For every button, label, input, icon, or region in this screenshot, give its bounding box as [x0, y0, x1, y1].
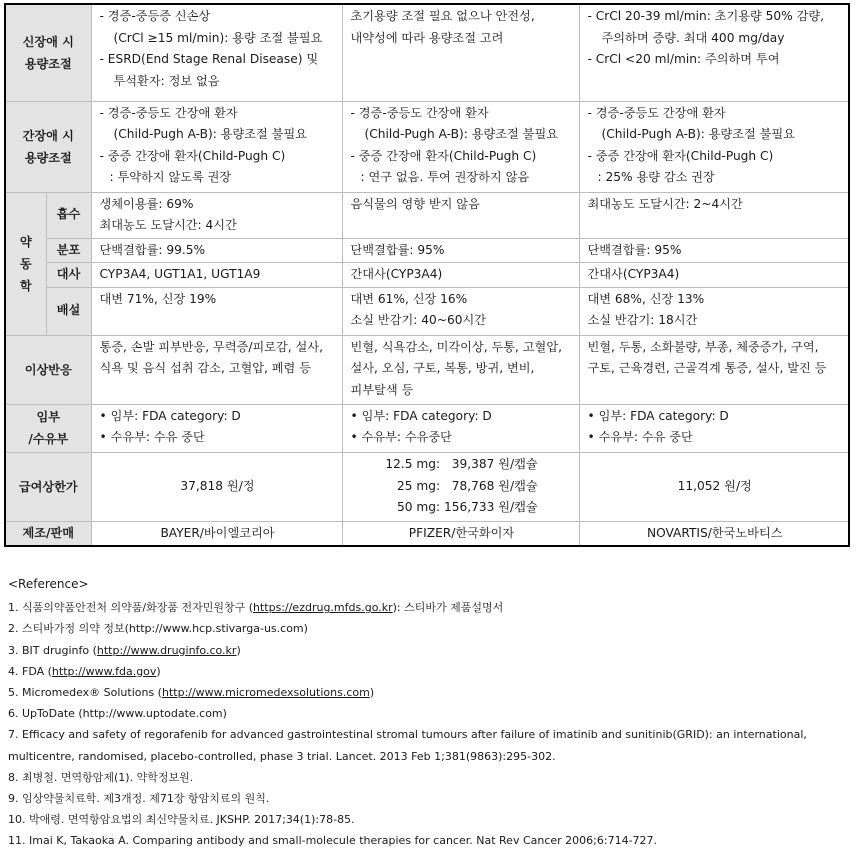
metabolism-col1: CYP3A4, UGT1A1, UGT1A9 — [91, 263, 342, 288]
pk-absorption-row — [5, 192, 849, 238]
reference-text: ) — [369, 686, 375, 700]
reference-items — [8, 597, 853, 851]
adverse-effects-col1: 통증, 손발 피부반응, 무력증/피로감, 설사, 식욕 및 음식 섭취 감소, 고혈압, 폐렴 등 — [91, 335, 342, 404]
hepatic-dose-col2 — [342, 101, 579, 192]
drug-comparison-table — [4, 3, 850, 547]
hepatic-dose-label — [5, 101, 91, 192]
text-line: • 임부: FDA category: D — [587, 408, 729, 423]
adverse-effects-row — [5, 335, 849, 404]
metabolism-col3: 간대사(CYP3A4) — [579, 263, 849, 288]
excretion-col2 — [342, 287, 579, 335]
reference-item — [8, 830, 853, 851]
renal-label-line2: 용량조절 — [24, 56, 72, 71]
text-line: 생체이용률: 69% — [99, 196, 194, 211]
distribution-col3: 단백결합률: 95% — [579, 238, 849, 263]
text-line: 소실 반감기: 40~60시간 — [350, 313, 486, 327]
metabolism-col2: 간대사(CYP3A4) — [342, 263, 579, 288]
maker-label: 제조/판매 — [5, 521, 91, 546]
reference-item — [8, 682, 853, 703]
text-line: - CrCl 20-39 ml/min: 초기용량 50% 감량, — [587, 9, 825, 23]
pregnancy-label — [5, 404, 91, 452]
text-line: 투석환자: 정보 없음 — [113, 73, 220, 88]
pk-metabolism-row — [5, 263, 849, 288]
hepatic-dose-col3 — [579, 101, 849, 192]
reference-text: 10. 박애령. 면역항암요법의 최신약물치료. JKSHP. 2017;34(1):78-85. — [8, 813, 355, 827]
absorption-col1 — [91, 192, 342, 238]
maker-col2: PFIZER/한국화이자 — [342, 521, 579, 546]
reference-text: 2. 스티바가정 의약 정보(http://www.hcp.stivarga-us.com) — [8, 622, 308, 636]
text-line: 대변 71%, 신장 19% — [99, 291, 217, 306]
reference-text: 1. 식품의약품안전처 의약품/화장품 전자민원창구 ( — [8, 601, 253, 615]
text-line: : 투약하지 않도록 권장 — [109, 170, 232, 184]
text-line: 소실 반감기: 18시간 — [587, 313, 698, 327]
renal-dose-col1 — [91, 4, 342, 101]
reference-text: 9. 임상약물치료학. 제3개정. 제71장 항암치료의 원칙. — [8, 792, 270, 806]
text-line: - ESRD(End Stage Renal Disease) 및 — [99, 52, 319, 66]
text-line: (Child-Pugh A-B): 용량조절 불필요 — [601, 127, 796, 141]
reference-link[interactable]: http://www.micromedexsolutions.com — [161, 686, 370, 700]
renal-dose-label — [5, 4, 91, 101]
text-line: - 경증-중등도 간장애 환자 — [99, 105, 238, 120]
text-line: • 수유부: 수유 중단 — [99, 430, 205, 444]
price-col1: 37,818 원/정 — [91, 452, 342, 521]
excretion-col3 — [579, 287, 849, 335]
reference-text: ): 스티바가 제품설명서 — [392, 601, 504, 615]
reference-link[interactable]: http://www.fda.gov — [51, 664, 157, 678]
text-line: - CrCl <20 ml/min: 주의하며 투여 — [587, 52, 780, 66]
absorption-label: 흡수 — [46, 192, 91, 238]
text-line: : 25% 용량 감소 권장 — [597, 170, 715, 184]
reference-item — [8, 661, 853, 682]
reference-item — [8, 597, 853, 618]
distribution-label: 분포 — [46, 238, 91, 263]
reference-item — [8, 724, 853, 766]
pregnancy-col1 — [91, 404, 342, 452]
hepatic-label-line2: 용량조절 — [24, 150, 72, 165]
distribution-col2: 단백결합률: 95% — [342, 238, 579, 263]
pregnancy-row — [5, 404, 849, 452]
price-row — [5, 452, 849, 521]
text-line: - 경증-중등도 간장애 환자 — [587, 105, 726, 120]
pk-label-char: 학 — [19, 278, 32, 293]
text-line: - 중증 간장애 환자(Child-Pugh C) — [350, 148, 537, 163]
pregnancy-label-line1: 임부 — [36, 410, 61, 424]
text-line: • 임부: FDA category: D — [99, 408, 241, 423]
price-line: 12.5 mg: 39,387 원/캡슐 — [385, 457, 538, 472]
adverse-effects-label: 이상반응 — [5, 335, 91, 404]
reference-text: 4. FDA ( — [8, 664, 52, 678]
renal-label-line1: 신장애 시 — [22, 34, 74, 49]
absorption-col2 — [342, 192, 579, 238]
text-line: (CrCl ≥15 ml/min): 용량 조절 불필요 — [113, 30, 323, 45]
price-label: 급여상한가 — [5, 452, 91, 521]
hepatic-label-line1: 간장애 시 — [22, 128, 74, 143]
text-line: • 수유부: 수유중단 — [350, 430, 452, 444]
price-col2 — [342, 452, 579, 521]
pk-distribution-row — [5, 238, 849, 263]
text-line: 대변 61%, 신장 16% — [350, 291, 468, 306]
text-line: • 임부: FDA category: D — [350, 408, 492, 423]
text-line: 최대농도 도달시간: 4시간 — [99, 218, 237, 232]
text-line: (Child-Pugh A-B): 용량조절 불필요 — [364, 127, 559, 141]
text-line: - 경증-중등증 신손상 — [99, 9, 211, 23]
pregnancy-label-line2: /수유부 — [28, 432, 69, 446]
pharmacokinetics-label — [5, 192, 46, 335]
price-list — [385, 454, 537, 519]
reference-item — [8, 809, 853, 830]
reference-text: 5. Micromedex® Solutions ( — [8, 686, 162, 700]
distribution-col1: 단백결합률: 99.5% — [91, 238, 342, 263]
adverse-effects-col3: 빈혈, 두통, 소화불량, 부종, 체중증가, 구역, 구토, 근육경련, 근골격계 통증, 설사, 발진 등 — [579, 335, 849, 404]
metabolism-label: 대사 — [46, 263, 91, 288]
reference-list — [8, 574, 853, 852]
pk-label-char: 동 — [19, 256, 32, 271]
hepatic-dose-row — [5, 101, 849, 192]
reference-text: ) — [156, 664, 161, 678]
reference-item — [8, 618, 853, 639]
text-line: - 경증-중등도 간장애 환자 — [350, 105, 489, 120]
excretion-col1 — [91, 287, 342, 335]
price-line: 25 mg: 78,768 원/캡슐 — [396, 478, 538, 493]
maker-row — [5, 521, 849, 546]
reference-text: 11. Imai K, Takaoka A. Comparing antibody and small-molecule therapies for cancer. Nat Rev Cancer 2006;6:714-727. — [8, 834, 658, 848]
text-line: • 수유부: 수유 중단 — [587, 430, 693, 444]
adverse-effects-col2: 빈혈, 식욕감소, 미각이상, 두통, 고혈압, 설사, 오심, 구토, 복통, 방귀, 변비, 피부탈색 등 — [342, 335, 579, 404]
renal-dose-col2 — [342, 4, 579, 101]
text-line: 주의하며 증량. 최대 400 mg/day — [601, 30, 785, 45]
renal-dose-col3 — [579, 4, 849, 101]
reference-item — [8, 703, 853, 724]
reference-text: 6. UpToDate (http://www.uptodate.com) — [8, 707, 227, 721]
price-col3: 11,052 원/정 — [579, 452, 849, 521]
text-line: 대변 68%, 신장 13% — [587, 291, 705, 306]
text-line: 내약성에 따라 용량조절 고려 — [350, 30, 504, 45]
pk-label-char: 약 — [19, 234, 32, 249]
reference-item — [8, 640, 853, 661]
price-line: 50 mg: 156,733 원/캡슐 — [396, 500, 538, 515]
reference-link[interactable]: https://ezdrug.mfds.go.kr — [253, 601, 393, 615]
reference-text: ) — [236, 643, 241, 657]
text-line: 최대농도 도달시간: 2~4시간 — [587, 196, 743, 211]
reference-text: 3. BIT druginfo ( — [8, 643, 97, 657]
text-line: : 연구 없음. 투여 권장하지 않음 — [360, 170, 530, 184]
pregnancy-col3 — [579, 404, 849, 452]
reference-text: 8. 최병철. 면역항암제(1). 약학정보원. — [8, 770, 194, 784]
hepatic-dose-col1 — [91, 101, 342, 192]
pregnancy-col2 — [342, 404, 579, 452]
reference-item — [8, 767, 853, 788]
text-line: 음식물의 영향 받지 않음 — [350, 196, 480, 211]
text-line: 초기용량 조절 필요 없으나 안전성, — [350, 9, 535, 23]
reference-text: 7. Efficacy and safety of regorafenib for advanced gastrointestinal stromal tumours after failure of imatinib and sunitinib(GRID): an international, multicentre, randomised, placebo-controlled, phase 3 trial. Lancet. 2013 Feb 1;381(9863):295-302. — [8, 728, 807, 763]
reference-item — [8, 788, 853, 809]
text-line: - 중증 간장애 환자(Child-Pugh C) — [99, 148, 286, 163]
reference-link[interactable]: http://www.druginfo.co.kr — [96, 643, 237, 657]
maker-col3: NOVARTIS/한국노바티스 — [579, 521, 849, 546]
renal-dose-row — [5, 4, 849, 101]
text-line: - 중증 간장애 환자(Child-Pugh C) — [587, 148, 774, 163]
pk-excretion-row — [5, 287, 849, 335]
reference-title: <Reference> — [8, 577, 89, 591]
absorption-col3 — [579, 192, 849, 238]
excretion-label: 배설 — [46, 287, 91, 335]
text-line: (Child-Pugh A-B): 용량조절 불필요 — [113, 127, 308, 141]
maker-col1: BAYER/바이엘코리아 — [91, 521, 342, 546]
